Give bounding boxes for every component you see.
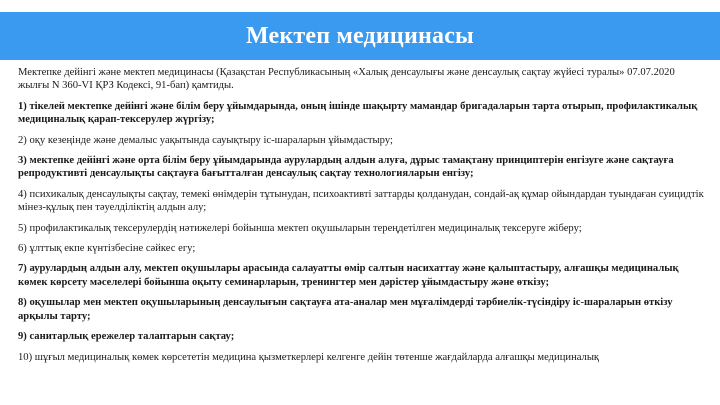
slide-content [18,66,704,371]
list-item-10: 10) шұғыл медициналық көмек көрсететін медицина қызметкерлері келгенге дейін төтенше жағдайларда алғашқы медициналық [18,351,600,363]
list-item-9: 9) санитарлық ережелер талаптарын сақтау; [18,331,235,343]
list-item-7: 7) аурулардың алдын алу, мектеп оқушылары арасында салауатты өмір салтын насихаттау және қалыптастыру, алғашқы медициналық көмек көрсету мәселелері бойынша оқыту семинарларын, тренингтер мен дәрістер ұйымдастыру және өткізу; [18,263,679,288]
list-item-8: 8) оқушылар мен мектеп оқушыларының денсаулығын сақтауға ата-аналар мен мұғалімдерді тәрбиелік-түсіндіру іс-шараларын өткізу арқылы тарту; [18,297,673,322]
list-item-3: 3) мектепке дейінгі және орта білім беру ұйымдарында аурулардың алдын алуға, дұрыс тамақтану принциптерін енгізуге және сақтауға репродуктивті денсаулықты сақтауға бағытталған денсаулық сақтау технологияларын енгізу; [18,155,674,180]
list-item-2: 2) оқу кезеңінде және демалыс уақытында сауықтыру іс-шараларын ұйымдастыру; [18,134,393,146]
intro-paragraph: Мектепке дейінгі және мектеп медицинасы (Қазақстан Республикасының «Халық денсаулығы және денсаулық сақтау жүйесі туралы» 07.07.2020 жылғы N 360-VI ҚРЗ Кодексі, 91-бап) қамтиды. [18,67,675,92]
title-bar [0,12,720,60]
list-item-1: 1) тікелей мектепке дейінгі және білім беру ұйымдарында, оның ішінде шақырту мамандар бригадаларын тарта отырып, профилактикалық медициналық қарап-тексерулер жүргізу; [18,100,698,126]
list-item-6: 6) ұлттық екпе күнтізбесіне сәйкес егу; [18,243,196,255]
slide-title: Мектеп медицинасы [245,22,474,49]
list-item-5: 5) профилактикалық тексерулердің нәтижелері бойынша мектеп оқушыларын тереңдетілген медициналық тексеруге жіберу; [18,222,582,234]
list-item-4: 4) психикалық денсаулықты сақтау, темекі өнімдерін тұтынудан, психоактивті заттарды қолданудан, сондай-ақ құмар ойындардан туындаған суицидтік мінез-құлық пен тәуелділіктің алдын алу; [18,188,704,214]
